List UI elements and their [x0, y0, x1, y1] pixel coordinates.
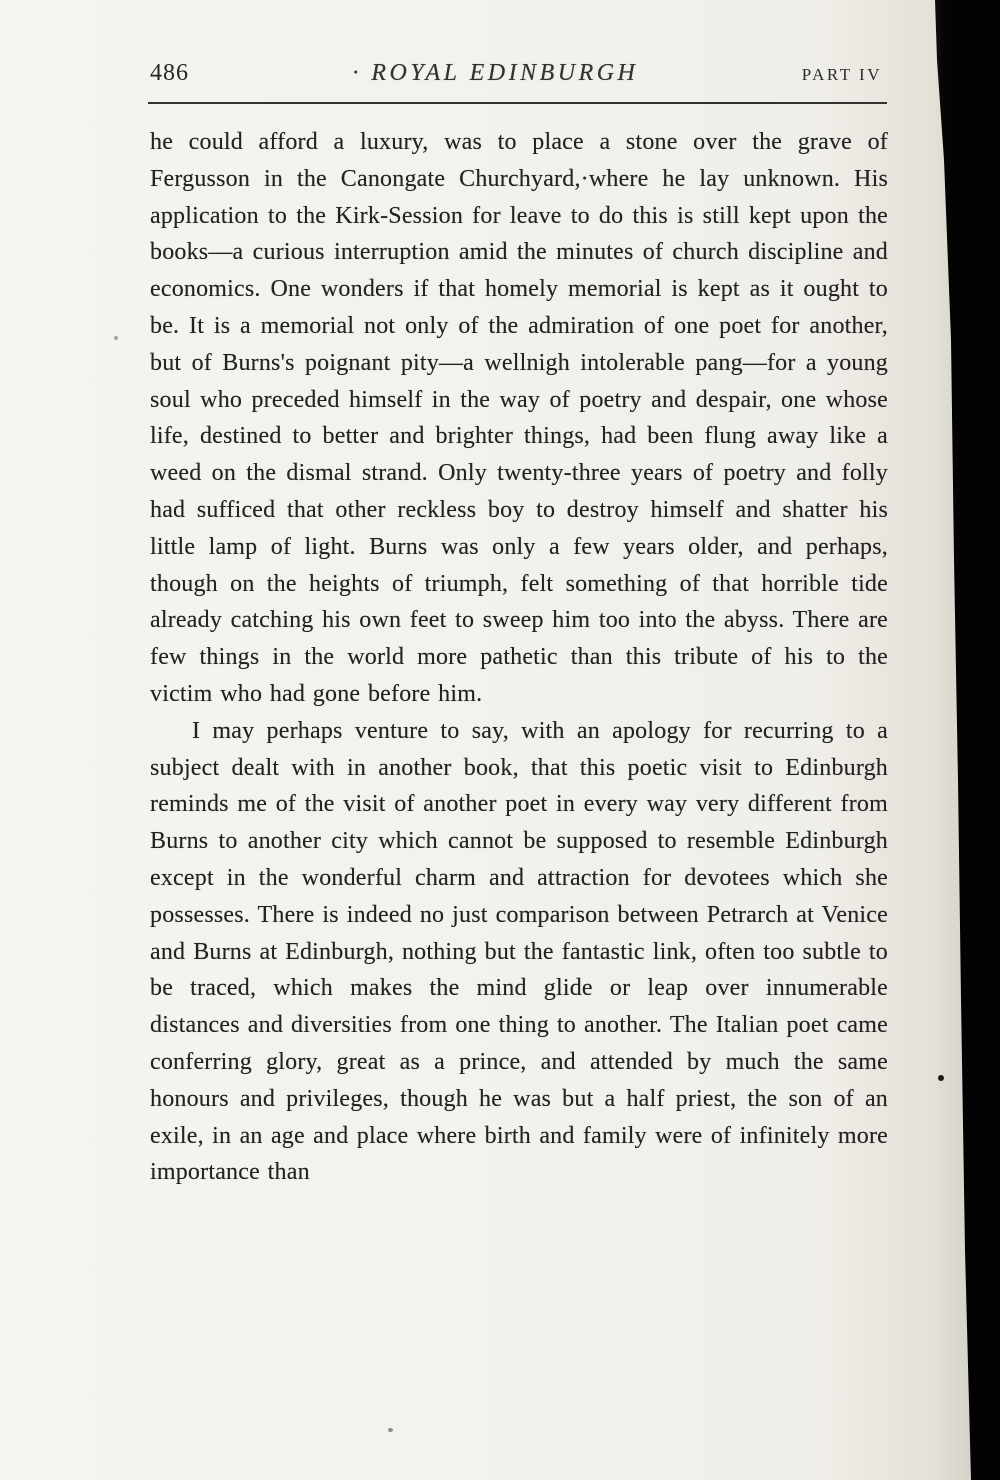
scan-speck — [114, 336, 118, 340]
scan-speck — [938, 1075, 944, 1081]
paragraph: I may perhaps venture to say, with an apology for recurring to a subject dealt with in another book, that this poetic visit to Edinburgh reminds me of the visit of another poet in every way very different from Burns to another city which cannot be supposed to resemble Edinburgh except in the wonderful charm and attraction for devotees which she possesses. There is indeed no just comparison between Petrarch at Venice and Burns at Edinburgh, nothing but the fantastic link, often too subtle to be traced, which makes the mind glide or leap over innumerable distances and diversities from one thing to another. The Italian poet came conferring glory, great as a prince, and attended by much the same honours and privileges, though he was but a half priest, the son of an exile, in an age and place where birth and family were of infinitely more importance than — [150, 717, 888, 1186]
paragraph: he could afford a luxury, was to place a stone over the grave of Fergusson in the Canongate Churchyard,·where he lay unknown. His application to the Kirk-Session for leave to do this is still kept upon the books—a curious interruption amid the minutes of church discipline and economics. One wonders if that homely memorial is kept as it ought to be. It is a memorial not only of the admiration of one poet for another, but of Burns's poignant pity—a wellnigh intolerable pang—for a young soul who preceded himself in the way of poetry and despair, one whose life, destined to better and brighter things, had been flung away like a weed on the dismal strand. Only twenty-three years of poetry and folly had sufficed that other reckless boy to destroy himself and shatter his little lamp of light. Burns was only a few years older, and perhaps, though on the heights of triumph, felt something of that horrible tide already catching his own feet to sweep him too into the abyss. There are few things in the world more pathetic than this tribute of his to the victim who had gone before him. — [150, 129, 888, 707]
scan-speck — [388, 1428, 393, 1432]
part-label: PART IV — [801, 65, 882, 84]
page-header — [150, 60, 882, 87]
header-rule — [148, 102, 887, 104]
scan-binding-shadow — [925, 0, 1000, 1480]
running-title: · ROYAL EDINBURGH — [352, 60, 639, 86]
page-body — [150, 124, 888, 1191]
page-number: 486 — [150, 60, 189, 86]
